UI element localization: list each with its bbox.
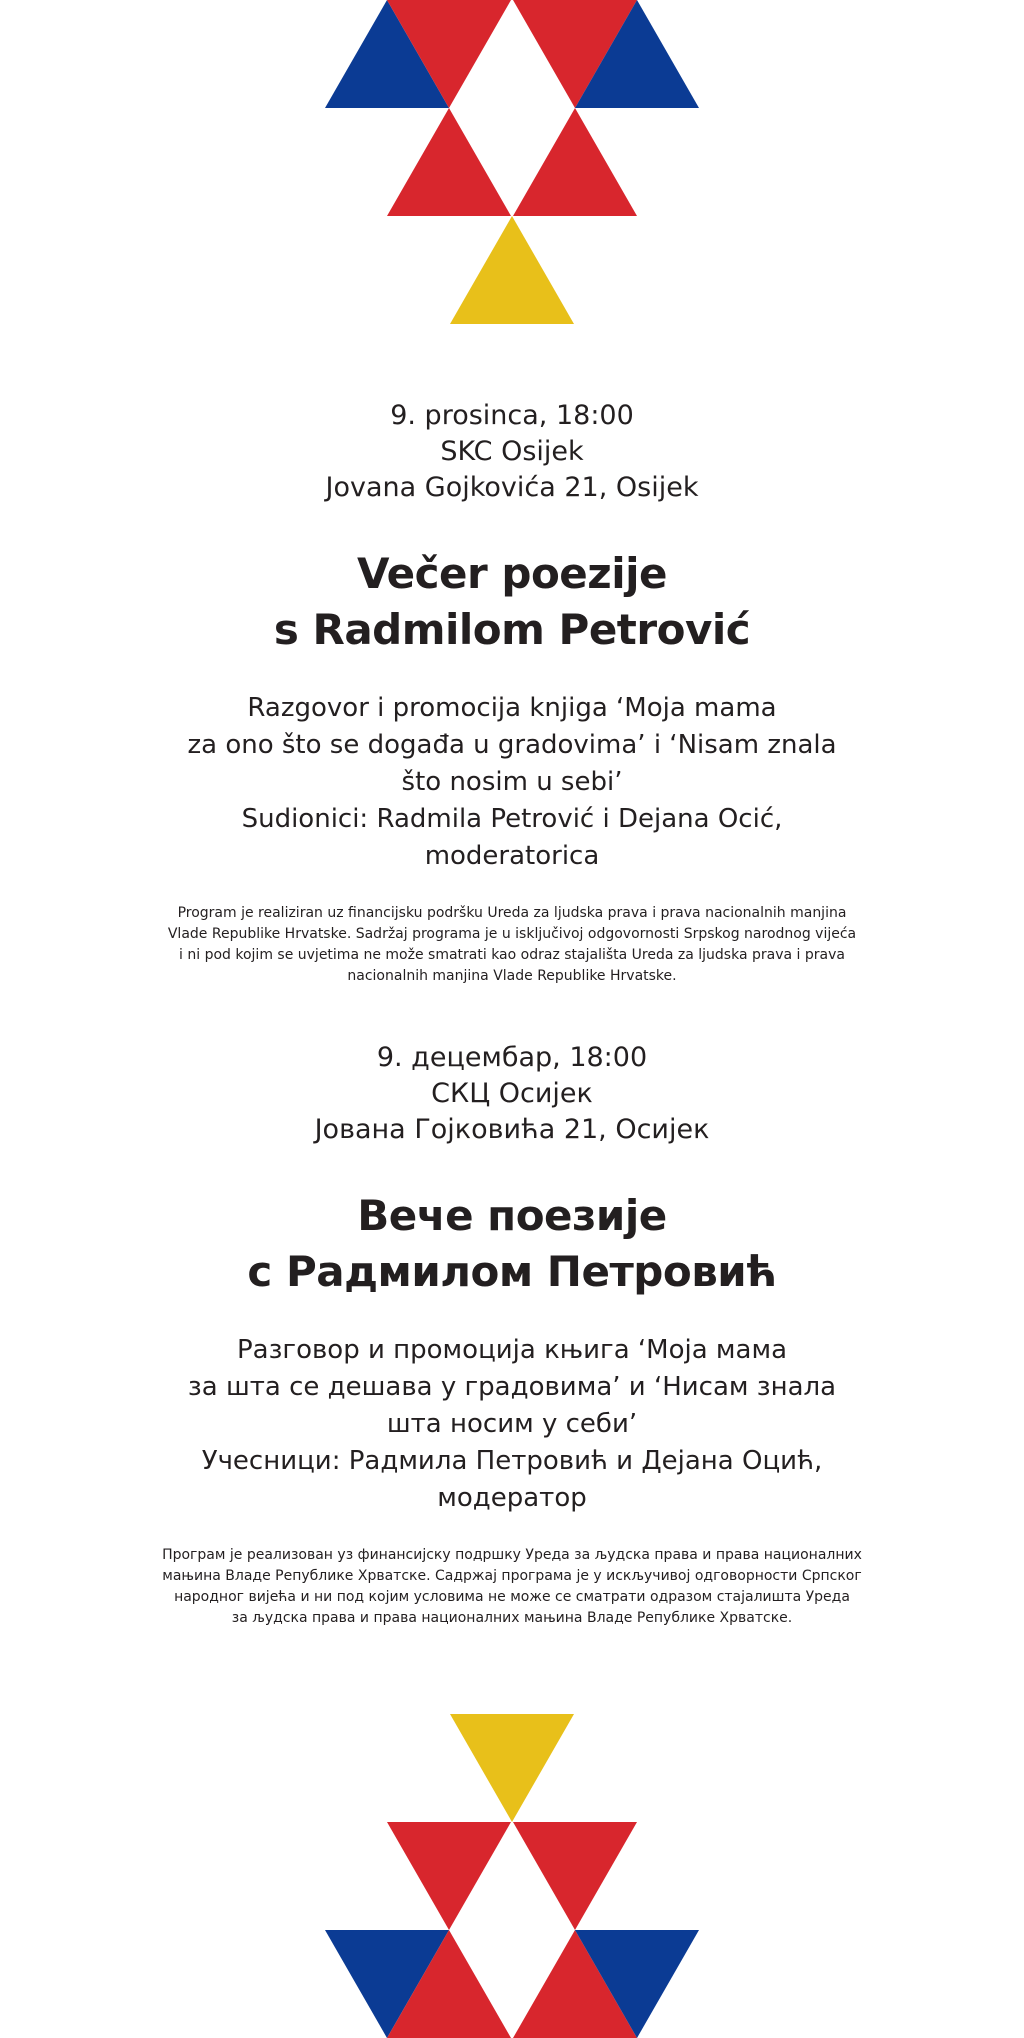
description-line: moderatorica: [424, 841, 600, 871]
description-line: шта носим у себи’: [386, 1409, 638, 1439]
description-line: što nosim u sebi’: [401, 767, 623, 797]
event-date: 9. децембар, 18:00: [376, 1042, 648, 1073]
event-info: [0, 1040, 1024, 1148]
description-line: за шта се дешава у градовима’ и ‘Нисам знала: [187, 1372, 837, 1402]
event-title-line: Вече поезије: [357, 1191, 667, 1240]
yellow-triangle: [450, 1714, 574, 1822]
red-triangle-mid-left: [387, 1822, 511, 1930]
disclaimer-line: nacionalnih manjina Vlade Republike Hrvatske.: [347, 968, 677, 984]
event-date: 9. prosinca, 18:00: [390, 400, 634, 431]
disclaimer-line: Програм је реализован уз финансијску подршку Уреда за људска права и права националних: [162, 1547, 862, 1563]
event-venue: СКЦ Осијек: [431, 1078, 593, 1109]
event-title-line: Večer poezije: [356, 549, 668, 598]
event-title-line: s Radmilom Petrović: [273, 605, 751, 654]
event-info: [0, 398, 1024, 506]
red-triangle-mid-right: [513, 1822, 637, 1930]
funding-disclaimer: [0, 1545, 1024, 1629]
event-description: [0, 1332, 1024, 1517]
description-line: Учесници: Радмила Петровић и Дејана Оцић,: [201, 1446, 823, 1476]
event-section-cyrillic: [0, 1040, 1024, 1629]
event-address: Jovana Gojkovića 21, Osijek: [325, 472, 699, 503]
disclaimer-line: народног вијећа и ни под којим условима не може се сматрати одразом стајалишта Уреда: [174, 1589, 850, 1605]
event-description: [0, 690, 1024, 875]
red-triangle-mid-right: [513, 108, 637, 216]
yellow-triangle: [450, 216, 574, 324]
disclaimer-line: Program je realiziran uz financijsku podršku Ureda za ljudska prava i prava nacionalnih manjina: [177, 905, 847, 921]
event-venue: SKC Osijek: [440, 436, 584, 467]
disclaimer-line: мањина Владе Републике Хрватске. Садржај програма је у искључивој одговорности Српског: [162, 1568, 862, 1584]
description-line: Разговор и промоција књига ‘Моја мама: [236, 1335, 788, 1365]
disclaimer-line: i ni pod kojim se uvjetima ne može smatrati kao odraz stajališta Ureda za ljudska prava i prava: [179, 947, 845, 963]
description-line: za ono što se događa u gradovima’ i ‘Nisam znala: [187, 730, 837, 760]
description-line: Sudionici: Radmila Petrović i Dejana Ocić,: [241, 804, 783, 834]
triangle-pattern-bottom: [0, 1708, 1024, 2038]
event-section-latin: [0, 398, 1024, 987]
funding-disclaimer: [0, 903, 1024, 987]
event-title-line: с Радмилом Петровић: [247, 1247, 777, 1296]
description-line: Razgovor i promocija knjiga ‘Moja mama: [247, 693, 777, 723]
disclaimer-line: Vlade Republike Hrvatske. Sadržaj programa je u isključivoj odgovornosti Srpskog narodnog vijeća: [167, 926, 857, 942]
event-title: [0, 1188, 1024, 1300]
event-address: Јована Гојковића 21, Осијек: [314, 1114, 710, 1145]
triangle-pattern-top: [0, 0, 1024, 330]
disclaimer-line: за људска права и права националних мањина Владе Републике Хрватске.: [231, 1610, 793, 1626]
event-title: [0, 546, 1024, 658]
description-line: модератор: [437, 1483, 587, 1513]
red-triangle-mid-left: [387, 108, 511, 216]
